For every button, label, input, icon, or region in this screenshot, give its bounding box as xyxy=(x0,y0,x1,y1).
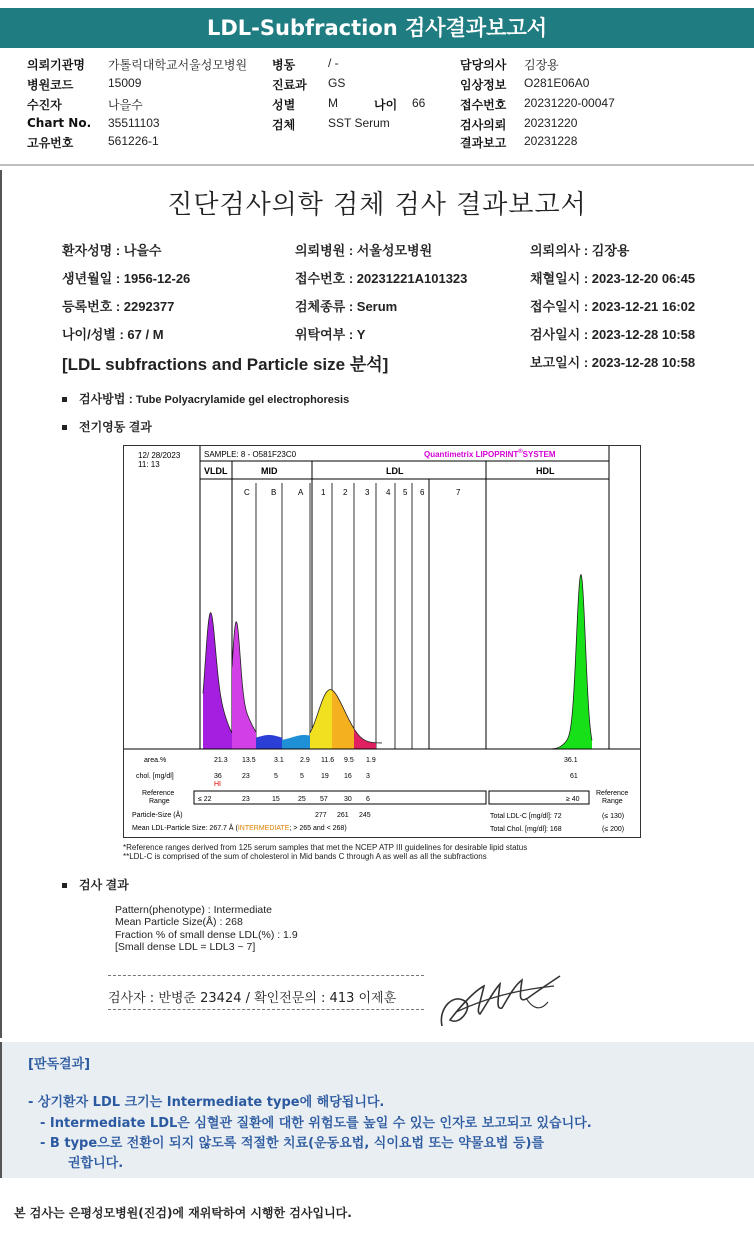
patient-info-item: 접수일시 : 2023-12-21 16:02 xyxy=(530,299,696,314)
ref-label: Range xyxy=(149,798,170,805)
footnote: *Reference ranges derived from 125 serum samples that met the NCEP ATP III guidelines for desirable lipid status xyxy=(123,843,528,852)
result-line: [Small dense LDL = LDL3 ~ 7] xyxy=(115,941,256,953)
total-chol: Total Chol. [mg/dl]: 168 xyxy=(490,826,562,833)
chart-svg xyxy=(124,446,640,837)
chol-value: 23 xyxy=(242,773,250,780)
band-label: 6 xyxy=(420,488,425,497)
chart-peaks xyxy=(203,575,592,749)
patient-info-item: 등록번호 : 2292377 xyxy=(62,299,175,314)
particle-size-value: 277 xyxy=(315,812,327,819)
peak-hdl xyxy=(542,575,592,749)
band-label: C xyxy=(244,488,250,497)
hdl-area-value: 36.1 xyxy=(564,757,578,764)
verdict-line: 권합니다. xyxy=(68,1156,124,1171)
header-label: 수진자 xyxy=(27,98,62,112)
band-label: 7 xyxy=(456,488,461,497)
verdict-line: - 상기환자 LDL 크기는 Intermediate type에 해당됩니다. xyxy=(28,1095,385,1110)
footer-note: 본 검사는 은평성모병원(진검)에 재위탁하여 시행한 검사입니다. xyxy=(14,1206,352,1220)
signature-text: 검사자 : 반병준 23424 / 확인전문의 : 413 이제훈 xyxy=(108,991,397,1006)
band-label: 5 xyxy=(403,488,408,497)
group-label-vldl: VLDL xyxy=(204,466,228,476)
patient-info-item: 환자성명 : 나을수 xyxy=(62,243,162,258)
peak-mid-b xyxy=(256,735,282,749)
chol-value: 3 xyxy=(366,773,370,780)
ref-box-ldl xyxy=(194,791,486,804)
signature-image xyxy=(436,968,566,1034)
header-label: 병원코드 xyxy=(27,78,74,92)
ref-value: 57 xyxy=(320,796,328,803)
header-label: 고유번호 xyxy=(27,136,74,150)
particle-size-label: Particle-Size (Å) xyxy=(132,812,183,819)
band-label: 4 xyxy=(386,488,391,497)
hi-flag: HI xyxy=(214,781,221,788)
bullet-icon xyxy=(62,425,67,430)
header-value: GS xyxy=(328,76,346,90)
header-value: / - xyxy=(328,56,339,70)
header-value: 가톨릭대학교서울성모병원 xyxy=(108,58,248,72)
area-label: area.% xyxy=(144,757,167,764)
method-label: 검사방법 : xyxy=(79,392,133,406)
method-line xyxy=(62,390,349,407)
band-label: 3 xyxy=(365,488,370,497)
header-value: 나을수 xyxy=(108,98,143,112)
chol-value: 19 xyxy=(321,773,329,780)
header-label: 검체 xyxy=(272,118,296,132)
electrophoresis-chart xyxy=(123,445,641,838)
electro-label: 전기영동 결과 xyxy=(79,420,152,434)
peak-ldl-2 xyxy=(332,690,354,749)
peak-ldl-1 xyxy=(310,690,332,749)
ref-label-right: Range xyxy=(602,798,623,805)
header-label: 진료과 xyxy=(272,78,307,92)
result-heading xyxy=(62,876,129,893)
header-value: 20231220 xyxy=(524,116,578,130)
hdl-ref-value: ≥ 40 xyxy=(566,796,580,803)
data-rows xyxy=(136,757,628,819)
chart-brand-name: Quantimetrix LIPOPRINT xyxy=(424,450,519,459)
header-label: 의뢰기관명 xyxy=(27,58,85,72)
result-line: Pattern(phenotype) : Intermediate xyxy=(115,904,273,916)
patient-info-item: 의뢰병원 : 서울성모병원 xyxy=(295,243,433,258)
ref-label-right: Reference xyxy=(596,790,629,797)
bullet-icon xyxy=(62,883,67,888)
chart-sample: SAMPLE: 8 - O581F23C0 xyxy=(204,450,297,459)
verdict-heading: [판독결과] xyxy=(28,1057,91,1072)
result-line: Mean Particle Size(Å) : 268 xyxy=(115,916,243,928)
mean-size-prefix: Mean LDL-Particle Size: 267.7 Å ( xyxy=(132,825,238,832)
header-value: O281E06A0 xyxy=(524,76,590,90)
peak-mid-c xyxy=(232,622,256,749)
ref-value: 23 xyxy=(242,796,250,803)
header-label: 접수번호 xyxy=(460,98,507,112)
patient-info-item: 생년월일 : 1956-12-26 xyxy=(62,271,191,286)
area-value: 1.9 xyxy=(366,757,376,764)
ref-value: 6 xyxy=(366,796,370,803)
group-label-hdl: HDL xyxy=(536,466,555,476)
particle-size-value: 245 xyxy=(359,812,371,819)
header-value: 561226-1 xyxy=(108,134,159,148)
result-label: 검사 결과 xyxy=(79,878,129,892)
divider xyxy=(108,1009,424,1010)
divider xyxy=(108,975,424,976)
chart-time: 11: 13 xyxy=(138,460,160,469)
ref-value: 15 xyxy=(272,796,280,803)
area-value: 11.6 xyxy=(321,757,335,764)
header-value: SST Serum xyxy=(328,116,390,130)
electro-line xyxy=(62,418,152,435)
chart-brand-suffix: SYSTEM xyxy=(522,450,556,459)
mean-size-tail: ; > 265 and < 268) xyxy=(289,825,347,832)
chol-value: 16 xyxy=(344,773,352,780)
group-label-ldl: LDL xyxy=(386,466,404,476)
band-label: A xyxy=(298,488,304,497)
area-value: 3.1 xyxy=(274,757,284,764)
chol-value: 5 xyxy=(300,773,304,780)
band-labels xyxy=(244,488,461,497)
chart-date: 12/ 28/2023 xyxy=(138,451,181,460)
peak-mid-a xyxy=(282,735,310,749)
page-title: LDL-Subfraction 검사결과보고서 xyxy=(0,8,754,48)
mean-size-text xyxy=(132,823,347,832)
area-value: 21.3 xyxy=(214,757,228,764)
area-value: 2.9 xyxy=(300,757,310,764)
header-label: 성별 xyxy=(272,98,296,112)
divider xyxy=(0,164,754,166)
header-label: 병동 xyxy=(272,58,296,72)
chart-brand xyxy=(424,448,556,459)
header-label: 결과보고 xyxy=(460,136,507,150)
header-value: 66 xyxy=(412,96,426,110)
header-value: M xyxy=(328,96,338,110)
hdl-chol-value: 61 xyxy=(570,773,578,780)
verdict-line: - B type으로 전환이 되지 않도록 적절한 치료(운동요법, 식이요법 또는 약물요법 등)를 xyxy=(40,1136,545,1151)
patient-info-item: 보고일시 : 2023-12-28 10:58 xyxy=(530,355,696,370)
group-label-mid: MID xyxy=(261,466,278,476)
ref-value: 30 xyxy=(344,796,352,803)
header-value: 15009 xyxy=(108,76,142,90)
mean-size-flag: INTERMEDIATE xyxy=(237,825,290,832)
header-label: 검사의뢰 xyxy=(460,118,507,132)
total-ldl-ref: (≤ 130) xyxy=(602,813,625,820)
band-label: 1 xyxy=(321,488,326,497)
report-title: 진단검사의학 검체 검사 결과보고서 xyxy=(167,190,587,220)
total-chol-ref: (≤ 200) xyxy=(602,826,625,833)
peak-ldl-3 xyxy=(354,729,376,749)
chol-value: 36 xyxy=(214,773,222,780)
header-label: 임상정보 xyxy=(460,78,507,92)
patient-info-item: 접수번호 : 20231221A101323 xyxy=(295,271,468,286)
header-value: 35511103 xyxy=(108,116,160,130)
registered-icon: ® xyxy=(518,449,523,455)
patient-info-item: 검사일시 : 2023-12-28 10:58 xyxy=(530,327,696,342)
patient-info-item: 위탁여부 : Y xyxy=(295,327,366,342)
chol-label: chol. [mg/dl] xyxy=(136,773,174,780)
bullet-icon xyxy=(62,397,67,402)
patient-info-item: 의뢰의사 : 김장용 xyxy=(530,243,630,258)
header-value: 김장용 xyxy=(524,58,559,72)
method-value: Tube Polyacrylamide gel electrophoresis xyxy=(136,394,350,406)
header-value: 20231228 xyxy=(524,134,578,148)
area-value: 13.5 xyxy=(242,757,256,764)
header-label: 나이 xyxy=(374,98,398,112)
ref-value: ≤ 22 xyxy=(198,796,212,803)
patient-info-item: 나이/성별 : 67 / M xyxy=(62,327,164,342)
area-value: 9.5 xyxy=(344,757,354,764)
band-label: B xyxy=(271,488,277,497)
analysis-subtitle: [LDL subfractions and Particle size 분석] xyxy=(62,355,389,374)
chol-value: 5 xyxy=(274,773,278,780)
result-line: Fraction % of small dense LDL(%) : 1.9 xyxy=(115,929,298,941)
band-label: 2 xyxy=(343,488,348,497)
header-value: 20231220-00047 xyxy=(524,96,615,110)
footnote: **LDL-C is comprised of the sum of cholesterol in Mid bands C through A as well as all the subfractions xyxy=(123,852,487,861)
patient-info-item: 검체종류 : Serum xyxy=(295,299,398,314)
patient-info-item: 채혈일시 : 2023-12-20 06:45 xyxy=(530,271,696,286)
header-label: 담당의사 xyxy=(460,58,507,72)
total-ldl: Total LDL-C [mg/dl]: 72 xyxy=(490,813,562,820)
ref-value: 25 xyxy=(298,796,306,803)
particle-size-value: 261 xyxy=(337,812,349,819)
header-label: Chart No. xyxy=(27,116,92,130)
ref-label: Reference xyxy=(142,790,175,797)
verdict-line: - Intermediate LDL은 심혈관 질환에 대한 위험도를 높일 수 있는 인자로 보고되고 있습니다. xyxy=(40,1116,592,1131)
